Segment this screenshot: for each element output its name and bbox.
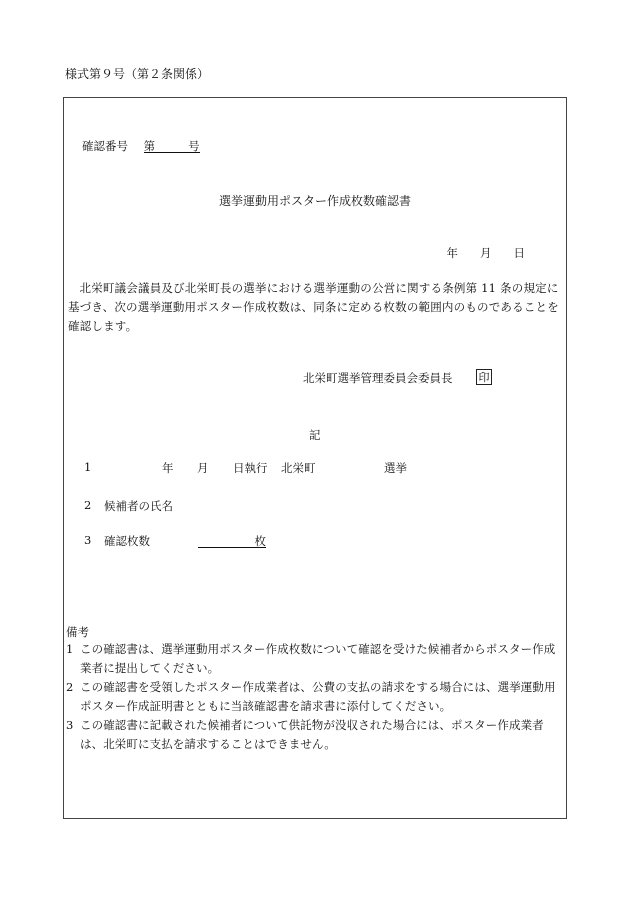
date-line — [447, 245, 526, 261]
confirmation-number — [82, 138, 200, 154]
notes-heading: 備考 — [66, 625, 89, 639]
body-text: 北栄町議会議員及び北栄町長の選挙における選挙運動の公営に関する条例第 11 条の規定に基づき、次の選挙運動用ポスター作成枚数は、同条に定める枚数の範囲内のものであることを確認します。 — [68, 281, 559, 333]
note-text: この確認書に記載された候補者について供託物が没収された場合には、ポスター作成業者は、北栄町に支払を請求することはできません。 — [80, 718, 544, 751]
form-label: 様式第９号（第２条関係） — [65, 67, 210, 81]
ki-heading: 記 — [309, 428, 321, 442]
confirmation-number-label: 確認番号 — [82, 139, 128, 153]
note-number: 2 — [66, 680, 74, 694]
item-month: 月 — [197, 461, 209, 475]
notes-list — [66, 640, 564, 754]
item-number: 2 — [84, 498, 92, 512]
note-item — [66, 640, 564, 678]
count-unit: 枚 — [254, 534, 266, 548]
confirmation-number-field — [144, 138, 200, 153]
item-number: 3 — [84, 533, 92, 547]
item-label: 確認枚数 — [104, 534, 150, 548]
document-title: 選挙運動用ポスター作成枚数確認書 — [218, 194, 411, 208]
date-month: 月 — [480, 246, 492, 260]
item-election: 選挙 — [384, 461, 407, 475]
note-item — [66, 716, 564, 754]
confirmation-number-prefix: 第 — [143, 139, 156, 153]
item-town: 北栄町 — [281, 461, 316, 475]
note-item — [66, 678, 564, 716]
date-day: 日 — [513, 246, 525, 260]
item-day: 日執行 — [233, 461, 268, 475]
issuer-title: 北栄町選挙管理委員会委員長 — [303, 371, 453, 385]
date-year: 年 — [446, 246, 458, 260]
seal-stamp: 印 — [476, 369, 492, 385]
confirmation-number-suffix: 号 — [188, 139, 200, 153]
item-label: 候補者の氏名 — [104, 499, 173, 513]
note-number: 3 — [66, 718, 74, 732]
item-number: 1 — [84, 460, 92, 474]
item-year: 年 — [162, 461, 174, 475]
note-number: 1 — [66, 642, 74, 656]
count-field — [198, 533, 266, 548]
note-text: この確認書は、選挙運動用ポスター作成枚数について確認を受けた候補者からポスター作成業者に提出してください。 — [80, 642, 556, 675]
note-text: この確認書を受領したポスター作成業者は、公費の支払の請求をする場合には、選挙運動用ポスター作成証明書とともに当該確認書を請求書に添付してください。 — [80, 680, 556, 713]
